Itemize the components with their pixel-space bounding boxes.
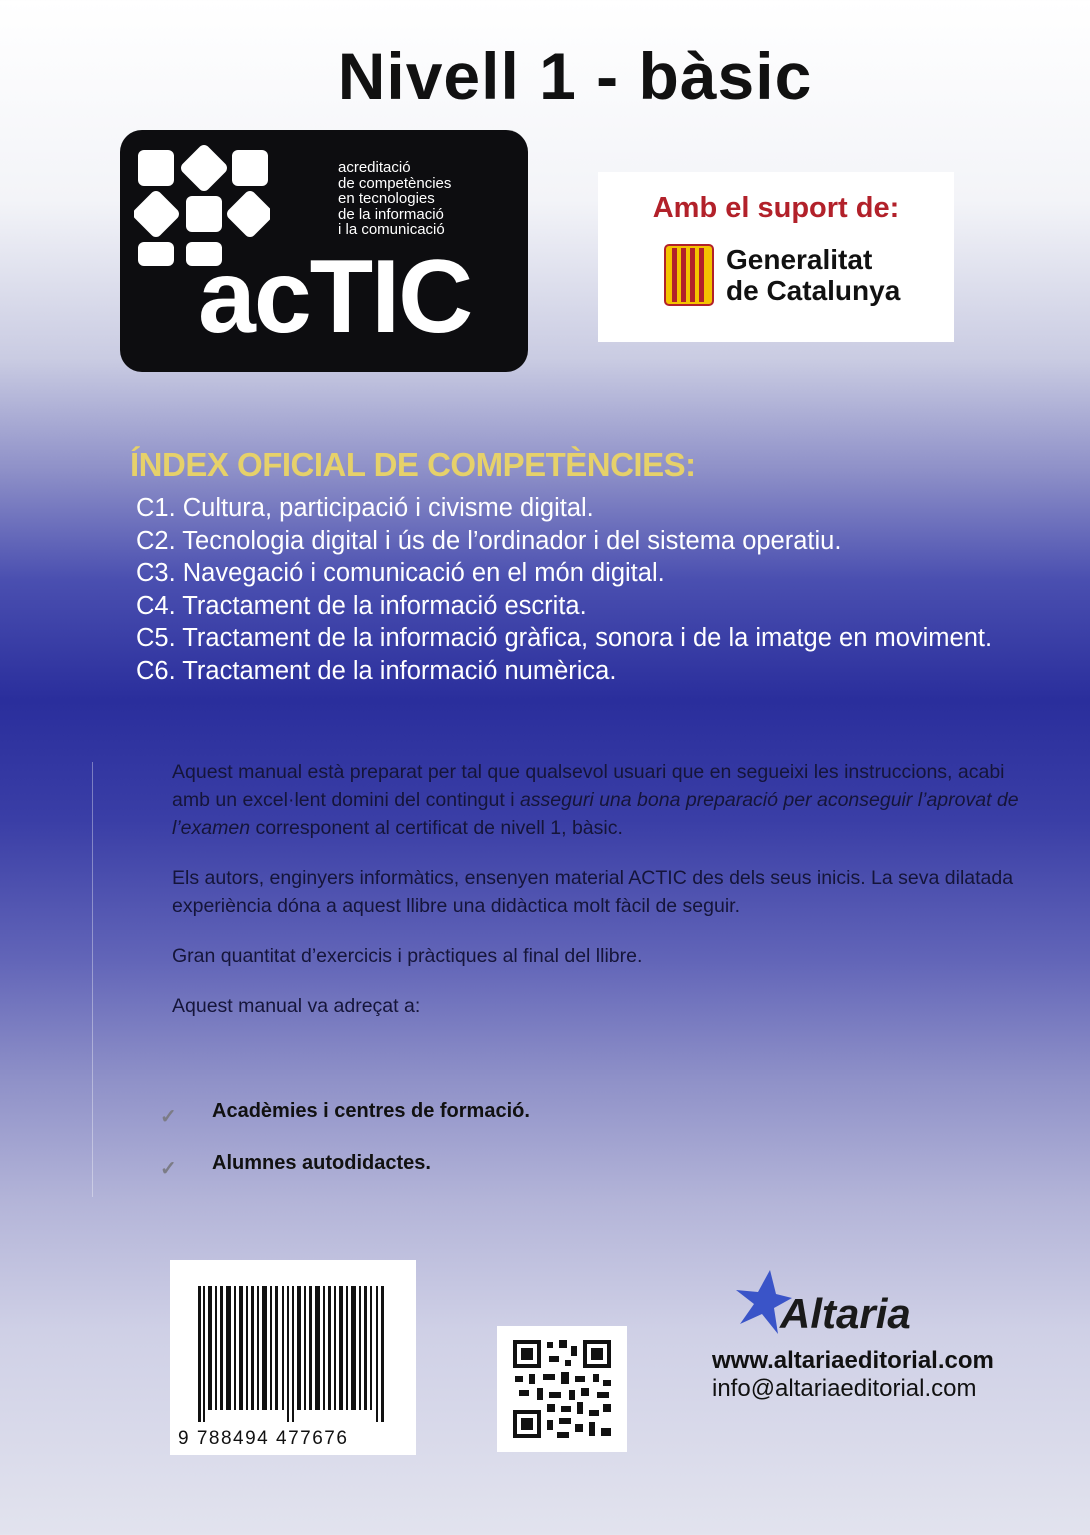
description <box>172 758 1032 1042</box>
audience-item <box>160 1152 431 1180</box>
description-paragraph: Gran quantitat d’exercicis i pràctiques al final del llibre. <box>172 945 643 967</box>
generalitat-name <box>726 244 900 306</box>
checkmark-icon: ✓ <box>160 1106 177 1128</box>
barcode-box <box>170 1260 416 1455</box>
actic-logo <box>120 130 528 372</box>
tagline-line: de la informació <box>338 205 444 223</box>
support-box <box>598 172 954 342</box>
competence-item: C2. Tecnologia digital i ús de l’ordinador i del sistema operatiu. <box>136 526 842 555</box>
divider-line <box>92 762 93 1197</box>
tagline-line: i la comunicació <box>338 221 445 238</box>
description-paragraph: Els autors, enginyers informàtics, ensenyen material ACTIC des dels seus inicis. La seva dilatada experiència dóna a aquest llibre una didàctica molt fàcil de seguir. <box>172 867 1014 917</box>
audience-item <box>160 1100 530 1128</box>
tagline-line: de competències <box>338 174 452 192</box>
publisher-email[interactable]: info@altariaeditorial.com <box>712 1375 977 1402</box>
competence-item: C3. Navegació i comunicació en el món digital. <box>136 559 665 588</box>
tagline-line: acreditació <box>338 159 411 176</box>
audience-label: Alumnes autodidactes. <box>212 1152 431 1174</box>
competence-item: C6. Tractament de la informació numèrica. <box>136 656 617 685</box>
qr-code-icon <box>513 1340 611 1438</box>
competence-item: C5. Tractament de la informació gràfica, sonora i de la imatge en moviment. <box>136 624 993 653</box>
desc-text: Aquest manual està preparat per tal que qualsevol usuari que en segueixi les instruccions, acabi amb un excel·lent domini del contingut i <box>172 761 1005 811</box>
desc-text: corresponent al certificat de nivell 1, bàsic. <box>250 817 623 839</box>
book-title: Nivell 1 - bàsic <box>337 39 813 113</box>
index-title: ÍNDEX OFICIAL DE COMPETÈNCIES: <box>130 446 696 483</box>
org-line: Generalitat <box>726 244 873 275</box>
checkmark-icon: ✓ <box>160 1158 177 1180</box>
tagline-line: en tecnologies <box>338 190 435 207</box>
competence-item: C1. Cultura, participació i civisme digital. <box>136 494 594 522</box>
audience-label: Acadèmies i centres de formació. <box>212 1100 530 1122</box>
barcode-icon <box>198 1286 392 1422</box>
support-heading: Amb el suport de: <box>652 192 900 224</box>
org-line: de Catalunya <box>726 275 901 306</box>
publisher-url[interactable]: www.altariaeditorial.com <box>712 1347 994 1374</box>
description-paragraph <box>172 758 1032 842</box>
publisher-logo: Altaria <box>780 1290 911 1337</box>
competence-list <box>136 492 992 688</box>
barcode-number: 9 788494 477676 <box>178 1428 349 1449</box>
actic-wordmark: acTIC <box>198 239 472 355</box>
actic-tagline <box>338 160 538 238</box>
qr-code-box <box>497 1326 627 1452</box>
desc-emphasis: asseguri una bona preparació per aconseguir l’aprovat de l’examen <box>172 789 1019 839</box>
catalan-flag-icon <box>664 244 714 306</box>
competence-item: C4. Tractament de la informació escrita. <box>136 591 587 620</box>
description-paragraph: Aquest manual va adreçat a: <box>172 995 421 1017</box>
